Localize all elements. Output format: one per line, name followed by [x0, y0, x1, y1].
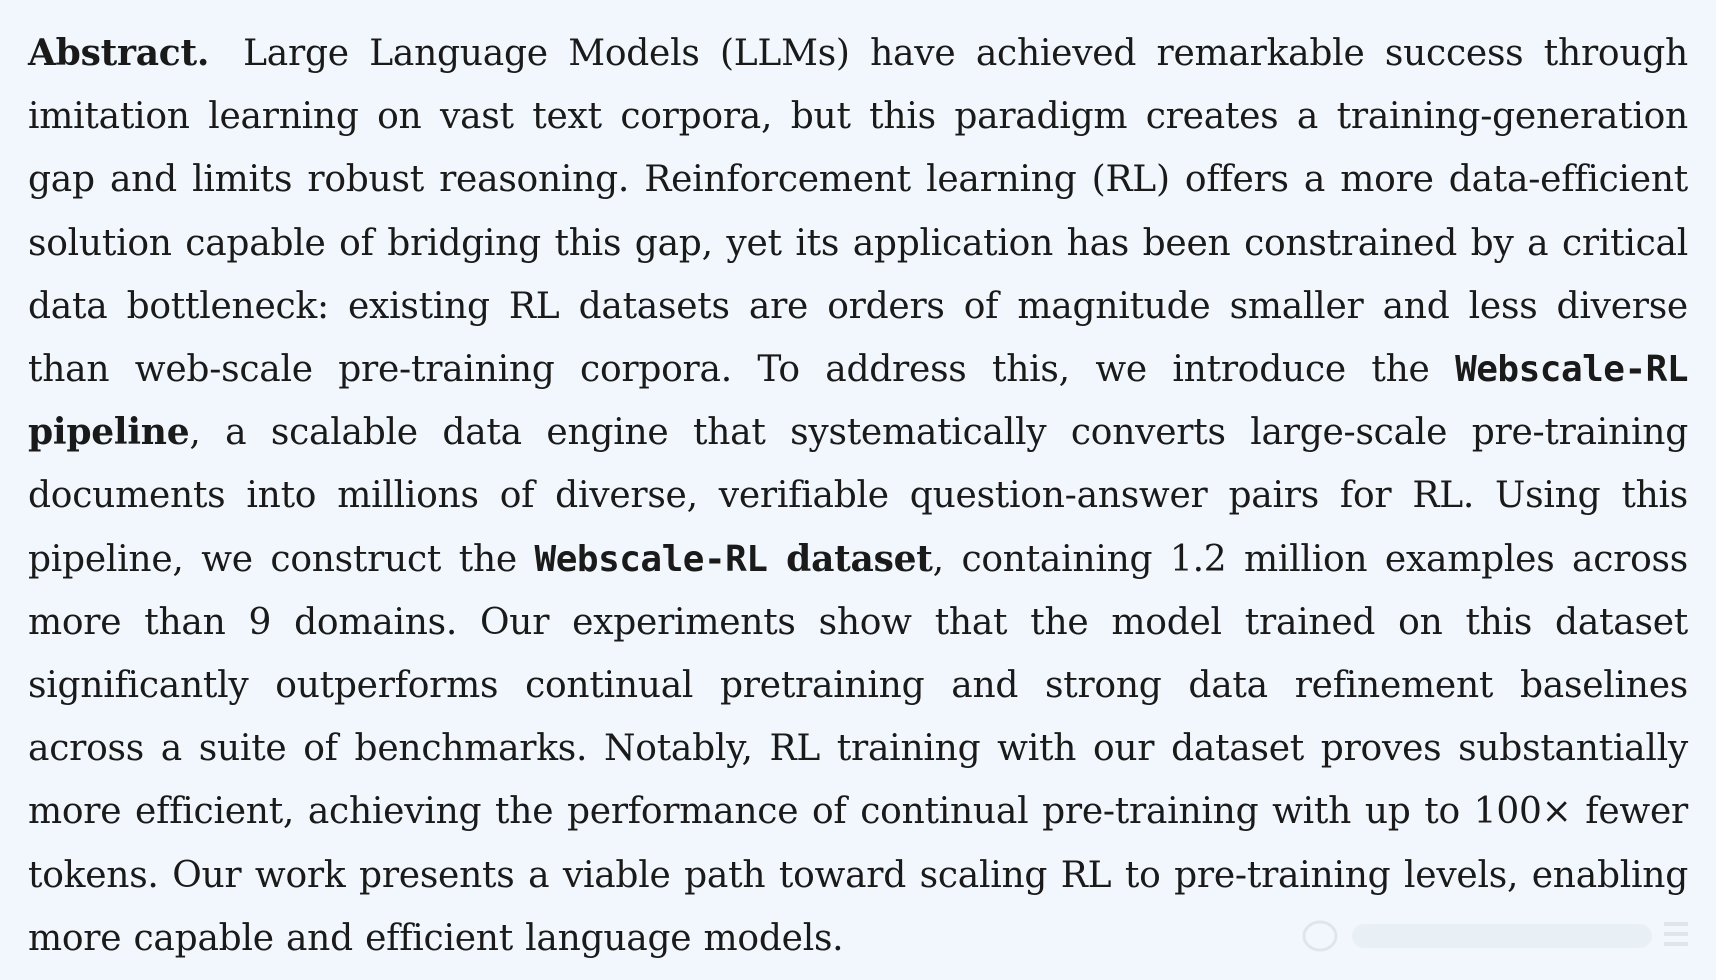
- abstract-paragraph: [28, 22, 1688, 970]
- dataset-name: [535, 538, 933, 580]
- abstract-label: Abstract.: [28, 32, 210, 74]
- dataset-name-mono: Webscale-RL: [534, 538, 768, 580]
- abstract-text-part-1: Large Language Models (LLMs) have achieved remarkable success through imitation learning on vast text corpora, but this paradigm creates a training-generation gap and limits robust reasoning. Reinforcement learning (RL) offers a more data-efficient solution capable of bridging this gap, yet its application has been constrained by a critical data bottleneck: existing RL datasets are orders of magnitude smaller and less diverse than web-scale pre-training corpora. To address this, we introduce the: [28, 33, 1688, 391]
- abstract-text-part-3: , containing 1.2 million examples across more than 9 domains. Our experiments show that the model trained on this dataset significantly outperforms continual pretraining and strong data refinement baselines across a suite of benchmarks. Notably, RL training with our dataset proves substantially more efficient, achieving the performance of continual pre-training with up to 100× fewer tokens. Our work presents a viable path toward scaling RL to pre-training levels, enabling more capable and efficient language models.: [28, 538, 1688, 959]
- abstract-text-part-2: , a scalable data engine that systematically converts large-scale pre-training documents into millions of diverse, verifiable question-answer pairs for RL. Using this pipeline, we construct the: [28, 412, 1688, 580]
- pipeline-name-word: pipeline: [28, 411, 190, 454]
- dataset-name-word: dataset: [767, 537, 933, 580]
- pipeline-name-mono: Webscale-RL: [1455, 349, 1688, 391]
- watermark-logo-icon: [1292, 906, 1702, 966]
